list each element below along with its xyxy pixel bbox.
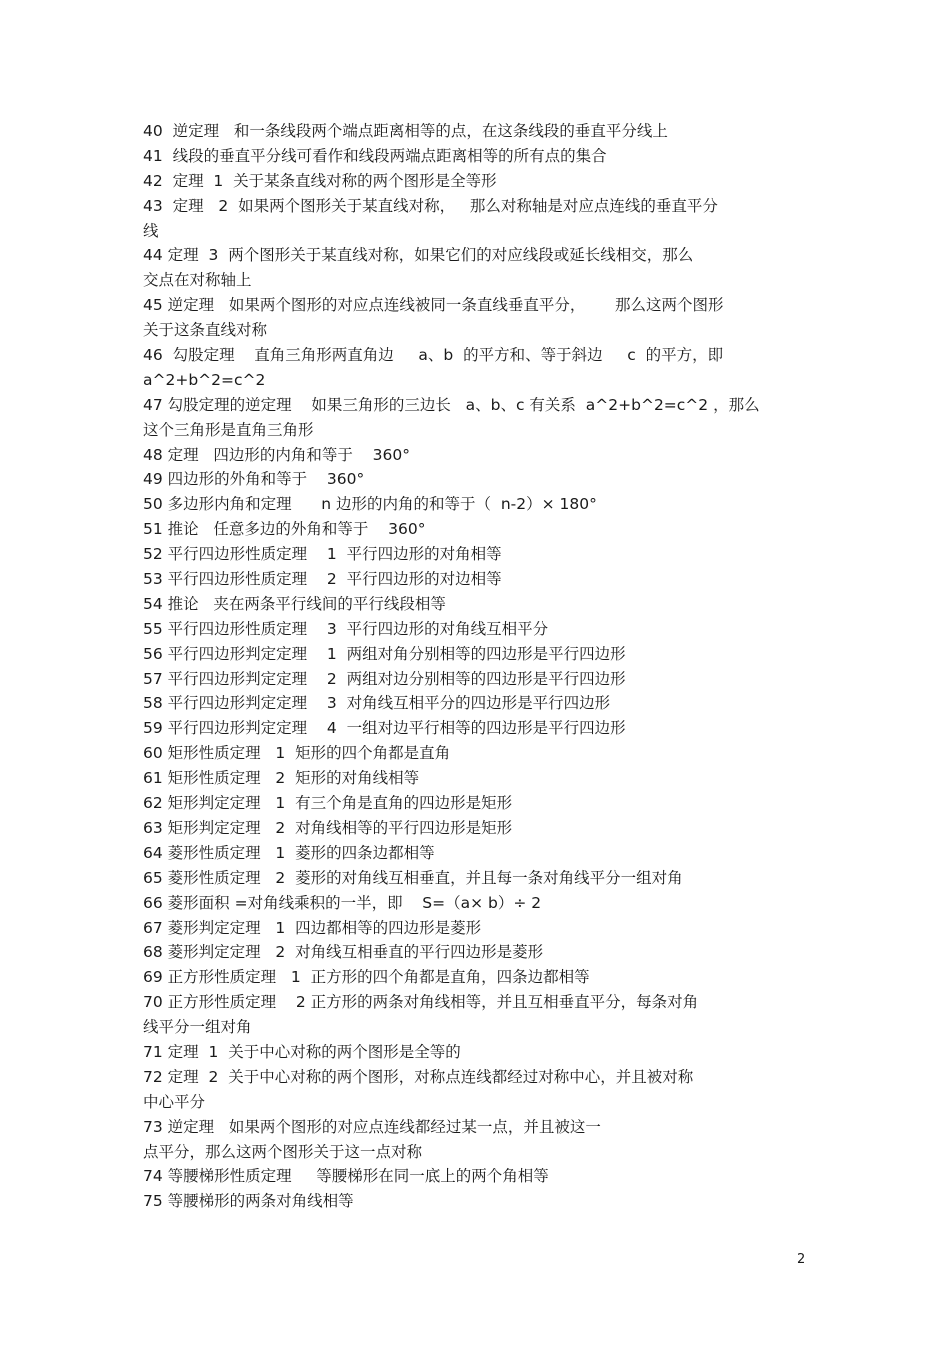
text-line: 43 定理 2 如果两个图形关于某直线对称， 那么对称轴是对应点连线的垂直平分 (143, 196, 718, 215)
text-line: 45 逆定理 如果两个图形的对应点连线被同一条直线垂直平分， 那么这两个图形 (143, 296, 724, 315)
text-line: 64 菱形性质定理 1 菱形的四条边都相等 (143, 843, 435, 862)
text-line: 68 菱形判定定理 2 对角线互相垂直的平行四边形是菱形 (143, 943, 544, 962)
text-line: 53 平行四边形性质定理 2 平行四边形的对边相等 (143, 570, 502, 589)
text-line: 40 逆定理 和一条线段两个端点距离相等的点，在这条线段的垂直平分线上 (143, 122, 668, 140)
text-line: 交点在对称轴上 (143, 271, 252, 290)
text-line: 42 定理 1 关于某条直线对称的两个图形是全等形 (143, 171, 497, 190)
text-line: 中心平分 (143, 1092, 206, 1111)
text-line: 50 多边形内角和定理 n 边形的内角的和等于（ n-2）× 180° (143, 495, 597, 514)
text-line: 49 四边形的外角和等于 360° (143, 470, 365, 489)
text-line: 47 勾股定理的逆定理 如果三角形的三边长 a、b、c 有关系 a^2+b^2=c^2 ，那么 (143, 395, 760, 414)
page-number: 2 (797, 1252, 806, 1267)
text-line: 59 平行四边形判定定理 4 一组对边平行相等的四边形是平行四边形 (143, 719, 626, 738)
text-line: 57 平行四边形判定定理 2 两组对边分别相等的四边形是平行四边形 (143, 669, 626, 688)
text-line: a^2+b^2=c^2 (143, 370, 266, 389)
text-line: 线平分一组对角 (143, 1018, 252, 1037)
theorem-list (143, 119, 813, 1214)
text-line: 56 平行四边形判定定理 1 两组对角分别相等的四边形是平行四边形 (143, 644, 626, 663)
text-line: 69 正方形性质定理 1 正方形的四个角都是直角，四条边都相等 (143, 968, 590, 987)
text-line: 67 菱形判定定理 1 四边都相等的四边形是菱形 (143, 918, 482, 937)
text-line: 54 推论 夹在两条平行线间的平行线段相等 (143, 594, 446, 613)
text-line: 51 推论 任意多边的外角和等于 360° (143, 520, 426, 539)
text-line: 70 正方形性质定理 2 正方形的两条对角线相等，并且互相垂直平分，每条对角 (143, 993, 699, 1012)
text-line: 44 定理 3 两个图形关于某直线对称，如果它们的对应线段或延长线相交，那么 (143, 246, 694, 265)
text-line: 46 勾股定理 直角三角形两直角边 a、b 的平方和、等于斜边 c 的平方，即 (143, 346, 724, 365)
text-line: 58 平行四边形判定定理 3 对角线互相平分的四边形是平行四边形 (143, 694, 611, 713)
text-line: 61 矩形性质定理 2 矩形的对角线相等 (143, 769, 420, 788)
text-line: 71 定理 1 关于中心对称的两个图形是全等的 (143, 1042, 461, 1061)
text-line: 55 平行四边形性质定理 3 平行四边形的对角线互相平分 (143, 619, 549, 638)
text-line: 41 线段的垂直平分线可看作和线段两端点距离相等的所有点的集合 (143, 146, 607, 165)
text-line: 75 等腰梯形的两条对角线相等 (143, 1192, 354, 1211)
text-line: 72 定理 2 关于中心对称的两个图形，对称点连线都经过对称中心，并且被对称 (143, 1067, 694, 1086)
text-line: 52 平行四边形性质定理 1 平行四边形的对角相等 (143, 545, 502, 564)
text-line: 这个三角形是直角三角形 (143, 420, 314, 439)
text-line: 62 矩形判定定理 1 有三个角是直角的四边形是矩形 (143, 794, 513, 813)
text-line: 74 等腰梯形性质定理 等腰梯形在同一底上的两个角相等 (143, 1167, 549, 1186)
text-line: 65 菱形性质定理 2 菱形的对角线互相垂直，并且每一条对角线平分一组对角 (143, 868, 683, 887)
text-line: 关于这条直线对称 (143, 321, 268, 340)
text-line: 73 逆定理 如果两个图形的对应点连线都经过某一点，并且被这一 (143, 1117, 601, 1136)
text-line: 63 矩形判定定理 2 对角线相等的平行四边形是矩形 (143, 818, 513, 837)
text-line: 66 菱形面积 =对角线乘积的一半，即 S=（a× b）÷ 2 (143, 893, 542, 912)
text-line: 48 定理 四边形的内角和等于 360° (143, 445, 410, 464)
text-line: 点平分，那么这两个图形关于这一点对称 (143, 1142, 423, 1161)
text-line: 线 (143, 221, 159, 240)
text-line: 60 矩形性质定理 1 矩形的四个角都是直角 (143, 744, 451, 763)
